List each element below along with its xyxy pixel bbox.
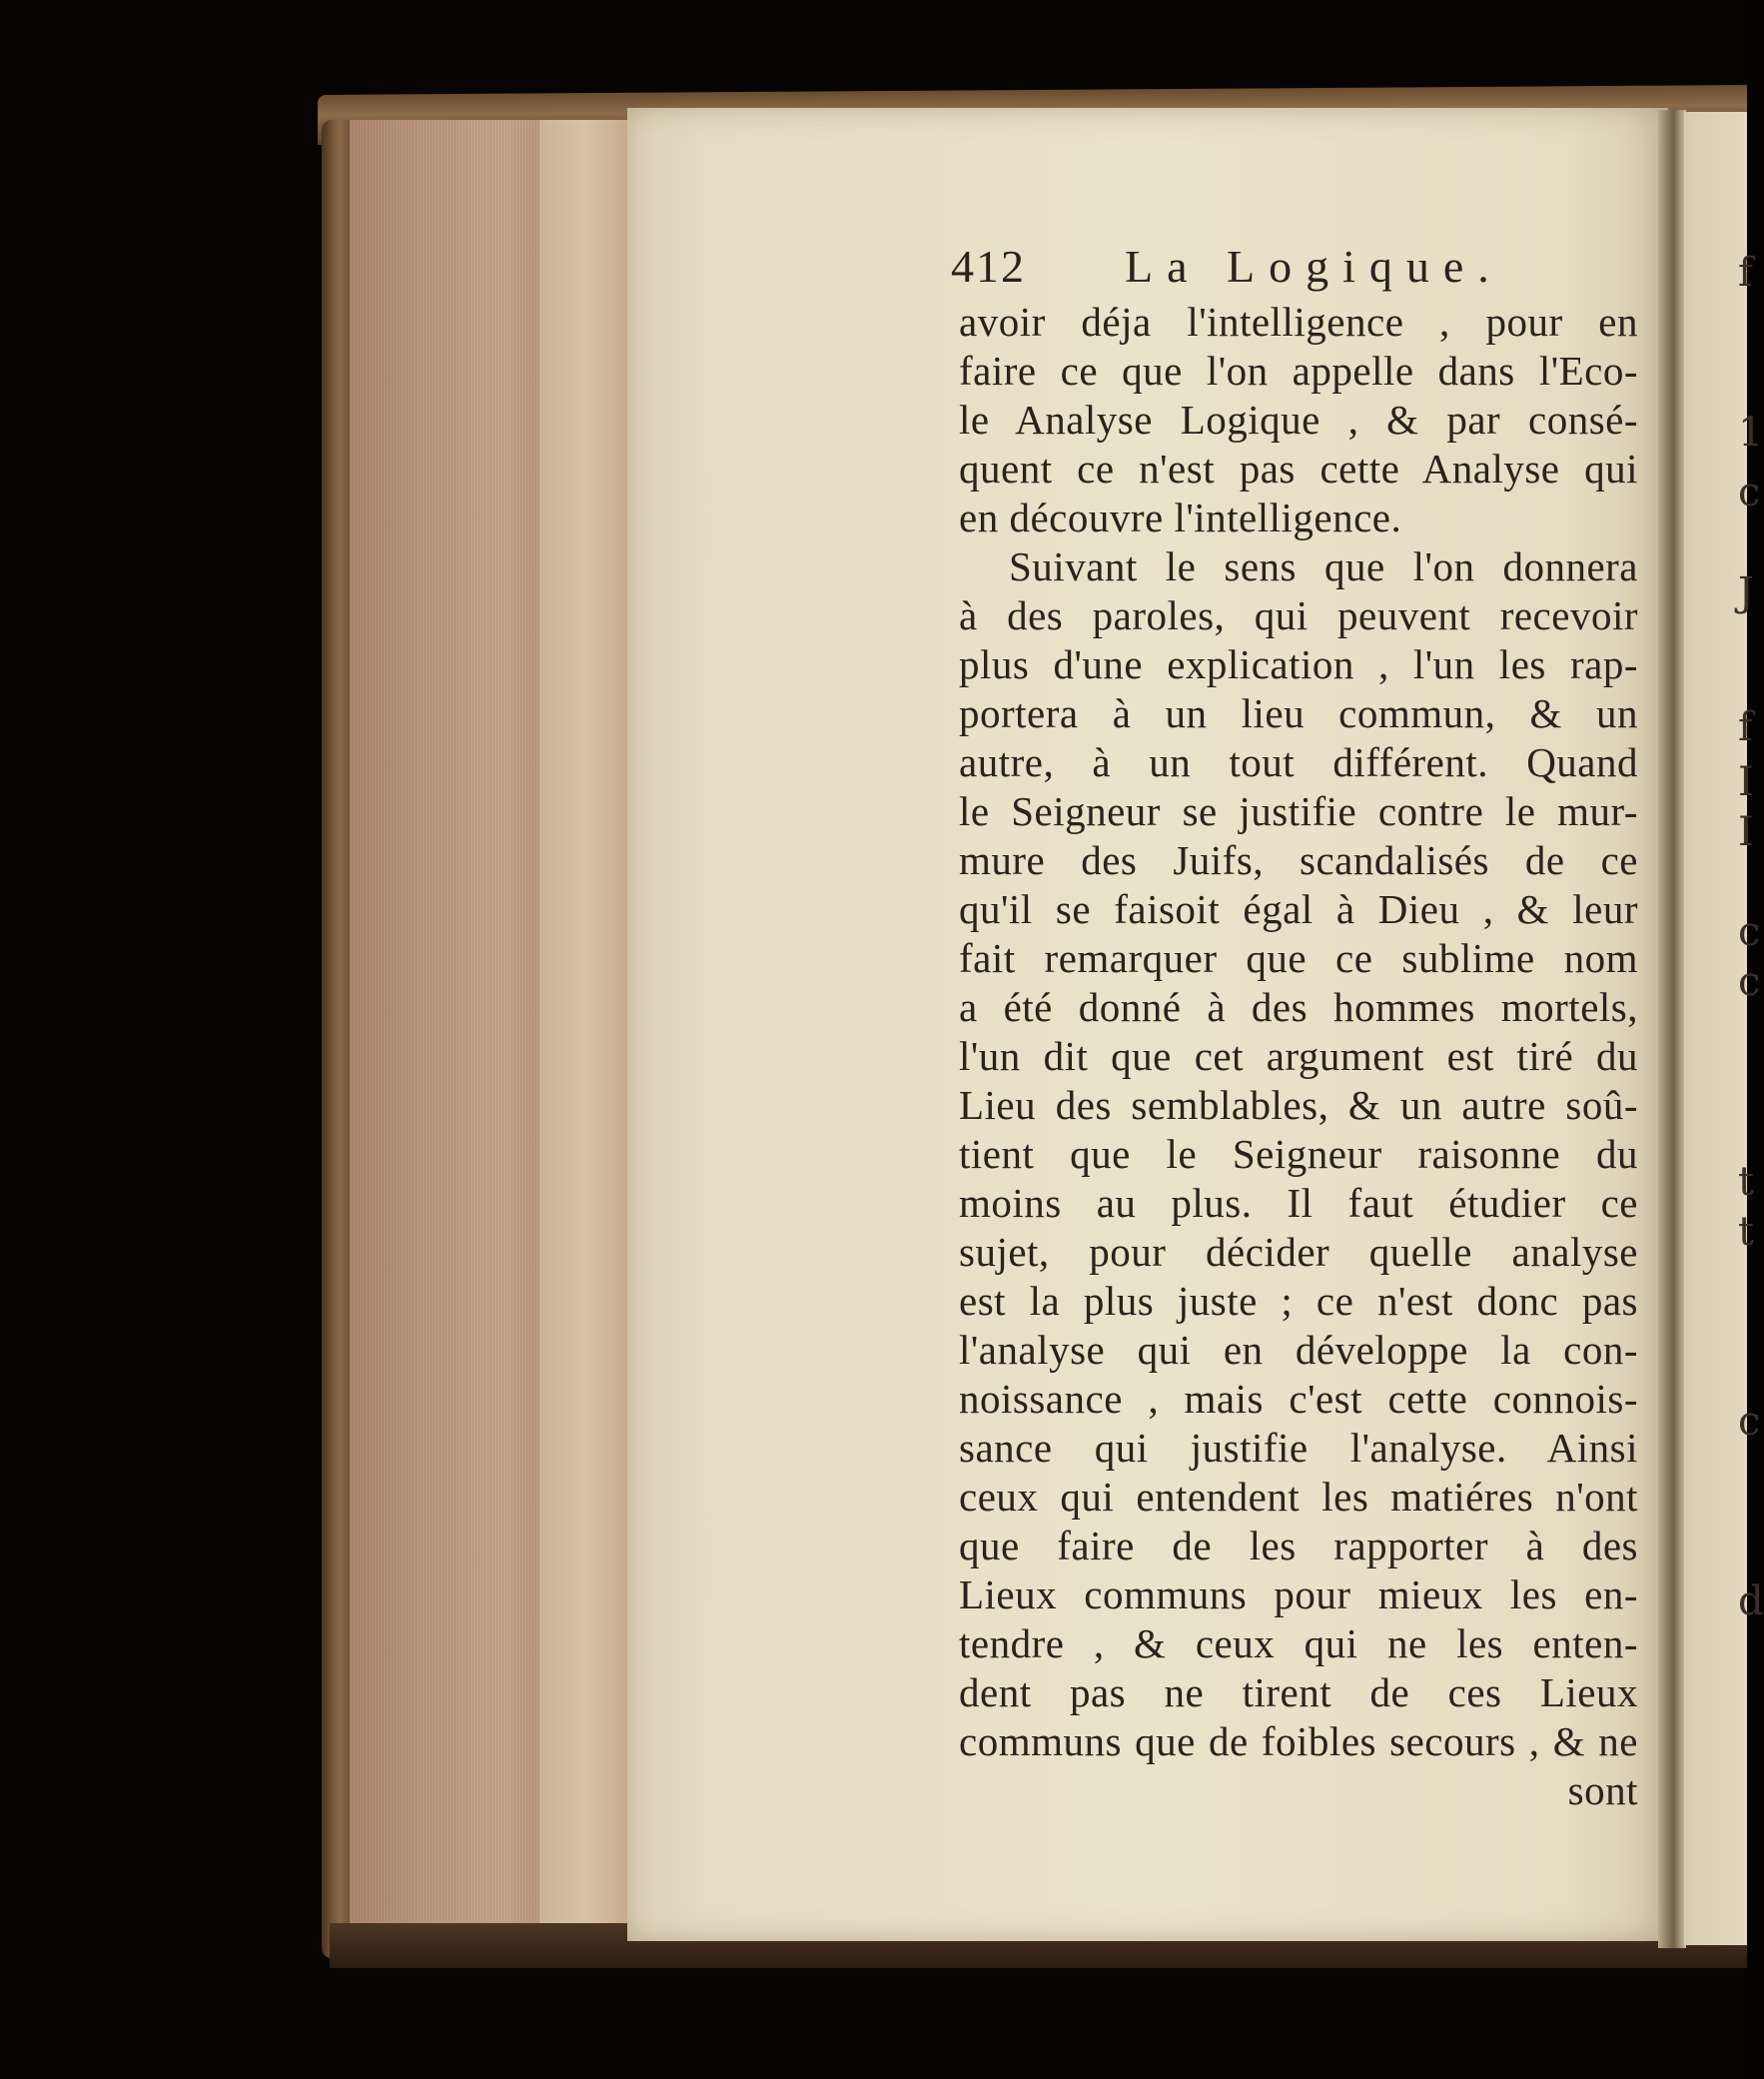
text-line: avoir déja l'intelligence , pour en [959, 299, 1638, 345]
page-number: 412 [951, 241, 1026, 292]
text-line: mure des Juifs, scandalisés de ce [959, 837, 1638, 883]
text-line: tient que le Seigneur raisonne du [959, 1131, 1638, 1177]
facing-fragment: t [1738, 1159, 1755, 1205]
paragraph-2 [959, 542, 1638, 1766]
paragraph-1 [959, 298, 1638, 542]
book-spine [322, 120, 352, 1958]
page-block-edges [350, 120, 629, 1938]
text-line: a été donné à des hommes mortels, [959, 984, 1638, 1030]
facing-fragment: c [1738, 959, 1761, 1005]
facing-fragment: 1 [1738, 410, 1764, 456]
facing-fragment: d [1738, 1578, 1764, 1624]
text-line: tendre , & ceux qui ne les enten- [959, 1620, 1638, 1666]
text-line: autre, à un tout différent. Quand [959, 739, 1638, 785]
text-line: dent pas ne tirent de ces Lieux [959, 1669, 1638, 1715]
facing-fragment: c [1738, 470, 1761, 516]
text-line: est la plus juste ; ce n'est donc pas [959, 1278, 1638, 1324]
text-line: que faire de les rapporter à des [959, 1523, 1638, 1568]
facing-fragment: t [1738, 1209, 1755, 1255]
text-line: noissance , mais c'est cette connois- [959, 1376, 1638, 1422]
text-line: plus d'une explication , l'un les rap- [959, 641, 1638, 687]
catchword: sont [1567, 1767, 1638, 1813]
facing-fragment: c [1738, 1399, 1761, 1445]
text-line: ceux qui entendent les matiéres n'ont [959, 1474, 1638, 1520]
text-line: l'un dit que cet argument est tiré du [959, 1033, 1638, 1079]
facing-fragment: I [1738, 809, 1754, 855]
facing-fragment: f [1738, 250, 1753, 296]
text-line: moins au plus. Il faut étudier ce [959, 1180, 1638, 1226]
text-line: le Seigneur se justifie contre le mur- [959, 788, 1638, 834]
text-line: faire ce que l'on appelle dans l'Eco- [959, 348, 1638, 394]
page-header [951, 240, 1638, 298]
page-text-block [951, 240, 1638, 1815]
text-line: sance qui justifie l'analyse. Ainsi [959, 1425, 1638, 1471]
facing-page-edge [1684, 112, 1747, 1945]
text-line: qu'il se faisoit égal à Dieu , & leur [959, 886, 1638, 932]
text-line: communs que de foibles secours , & ne [959, 1718, 1638, 1764]
text-line: l'analyse qui en développe la con- [959, 1327, 1638, 1373]
text-line: portera à un lieu commun, & un [959, 690, 1638, 736]
facing-fragment: I [1738, 759, 1754, 805]
book-gutter [1658, 110, 1686, 1948]
text-line: le Analyse Logique , & par consé- [959, 397, 1638, 443]
facing-fragment: f [1738, 704, 1753, 750]
text-line: Lieux communs pour mieux les en- [959, 1571, 1638, 1617]
facing-fragment: J [1738, 569, 1755, 615]
text-line: sujet, pour décider quelle analyse [959, 1229, 1638, 1275]
text-line: quent ce n'est pas cette Analyse qui [959, 446, 1638, 492]
text-line: Lieu des semblables, & un autre soû- [959, 1082, 1638, 1128]
text-line: en découvre l'intelligence. [959, 495, 1402, 540]
text-line: Suivant le sens que l'on donnera [1009, 543, 1638, 589]
facing-fragment: c [1738, 909, 1761, 955]
text-line: fait remarquer que ce sublime nom [959, 935, 1638, 981]
running-title: La Logique. [1125, 241, 1503, 292]
text-line: à des paroles, qui peuvent recevoir [959, 592, 1638, 638]
